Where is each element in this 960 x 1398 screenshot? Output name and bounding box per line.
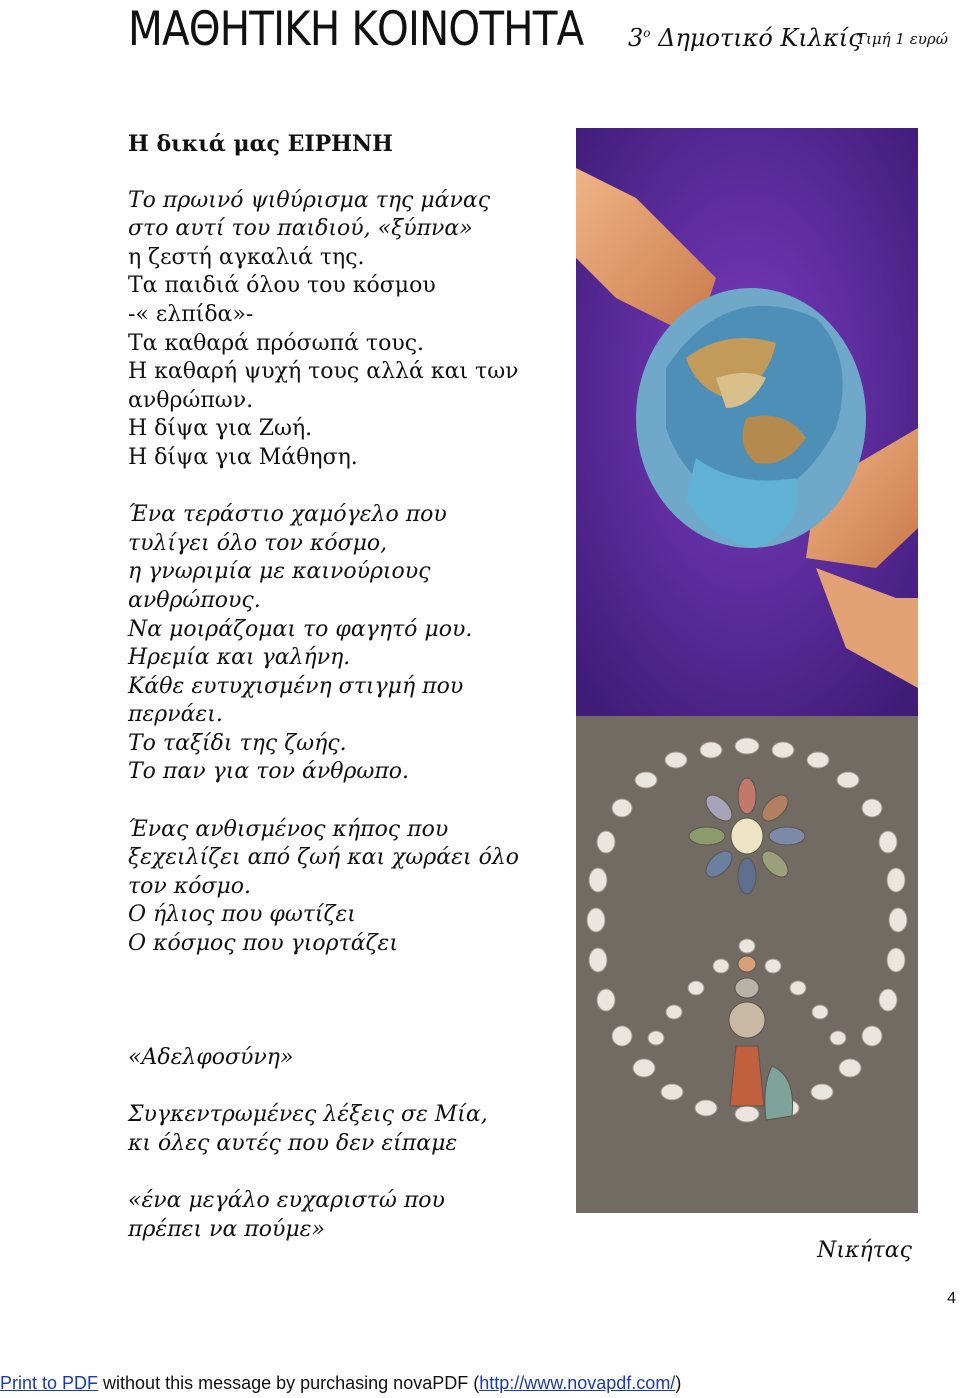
poem-line: Κάθε ευτυχισμένη στιγμή που — [128, 673, 464, 699]
poem-line: Ο ήλιος που φωτίζει — [128, 902, 356, 928]
stanza-6 — [128, 1187, 568, 1244]
poem-line: «ένα μεγάλο ευχαριστώ που — [128, 1188, 445, 1214]
poem-line: η ζεστή αγκαλιά της. — [128, 244, 365, 270]
poem-line: Η δίψα για Ζωή. — [128, 416, 313, 442]
stanza-1 — [128, 187, 568, 473]
poem-line: ξεχειλίζει από ζωή και χωράει όλο — [128, 845, 520, 871]
novapdf-url-link[interactable]: http://www.novapdf.com/ — [479, 1373, 676, 1393]
poem-line: ανθρώπων. — [128, 387, 254, 413]
poem-line: Τα παιδιά όλου του κόσμου — [128, 273, 436, 299]
poem-line: Το πρωινό ψιθύρισμα της μάνας — [128, 187, 491, 213]
page-number: 4 — [947, 1290, 956, 1307]
poem-line: πρέπει να πούμε» — [128, 1216, 325, 1242]
poem-line: -« ελπίδα»- — [128, 301, 254, 327]
page-header — [128, 0, 948, 56]
poem-line: Το ταξίδι της ζωής. — [128, 730, 347, 756]
stanza-5 — [128, 1101, 568, 1158]
poem-line: ανθρώπους. — [128, 587, 261, 613]
newsletter-masthead: ΜΑΘΗΤΙΚΗ ΚΟΙΝΟΤΗΤΑ — [128, 2, 584, 57]
school-number: 3 — [628, 24, 644, 52]
poem-line: Η δίψα για Μάθηση. — [128, 444, 358, 470]
poem-line: Το παν για τον άνθρωπο. — [128, 759, 410, 785]
novapdf-footer — [0, 1373, 681, 1394]
poem-line: Συγκεντρωμένες λέξεις σε Μία, — [128, 1102, 488, 1128]
school-number-suffix: ο — [643, 26, 651, 40]
poem-line: η γνωριμία με καινούριους — [128, 559, 431, 585]
stone-peace-symbol-icon — [576, 716, 918, 1213]
stanza-3 — [128, 816, 568, 959]
poem-line: τυλίγει όλο τον κόσμο, — [128, 530, 388, 556]
poem-author: Νικήτας — [817, 1238, 912, 1263]
issue-price: Τιμή 1 ευρώ — [856, 30, 948, 48]
poem-line: Ηρεμία και γαλήνη. — [128, 645, 351, 671]
print-to-pdf-link[interactable]: Print to PDF — [0, 1373, 99, 1393]
poem-line: στο αυτί του παιδιού, «ξύπνα» — [128, 216, 473, 242]
globe-hands-photo — [576, 128, 918, 716]
poem-line: περνάει. — [128, 702, 223, 728]
poem-line: Ένα τεράστιο χαμόγελο που — [128, 502, 447, 528]
stanza-4 — [128, 1044, 568, 1073]
poem-line: Ένας ανθισμένος κήπος που — [128, 816, 449, 842]
stanza-2 — [128, 501, 568, 787]
poem-title: Η δικιά μας ΕΙΡΗΝΗ — [128, 131, 393, 157]
peace-sign-stones-photo — [576, 716, 918, 1213]
poem-line: Ο κόσμος που γιορτάζει — [128, 931, 398, 957]
footer-text: without this message by purchasing novaPDF ( — [98, 1373, 480, 1393]
poem-line: τον κόσμο. — [128, 873, 252, 899]
school-name-text: Δημοτικό Κιλκίς — [658, 24, 862, 52]
footer-text-end: ) — [675, 1373, 682, 1393]
clasped-hands-earth-icon — [576, 128, 918, 716]
poem — [128, 130, 568, 1273]
poem-line: «Αδελφοσύνη» — [128, 1045, 294, 1071]
school-name — [628, 24, 862, 52]
poem-line: Τα καθαρά πρόσωπά τους. — [128, 330, 425, 356]
poem-line: Η καθαρή ψυχή τους αλλά και των — [128, 359, 519, 385]
poem-line: κι όλες αυτές που δεν είπαμε — [128, 1131, 458, 1156]
poem-line: Να μοιράζομαι το φαγητό μου. — [128, 616, 473, 642]
